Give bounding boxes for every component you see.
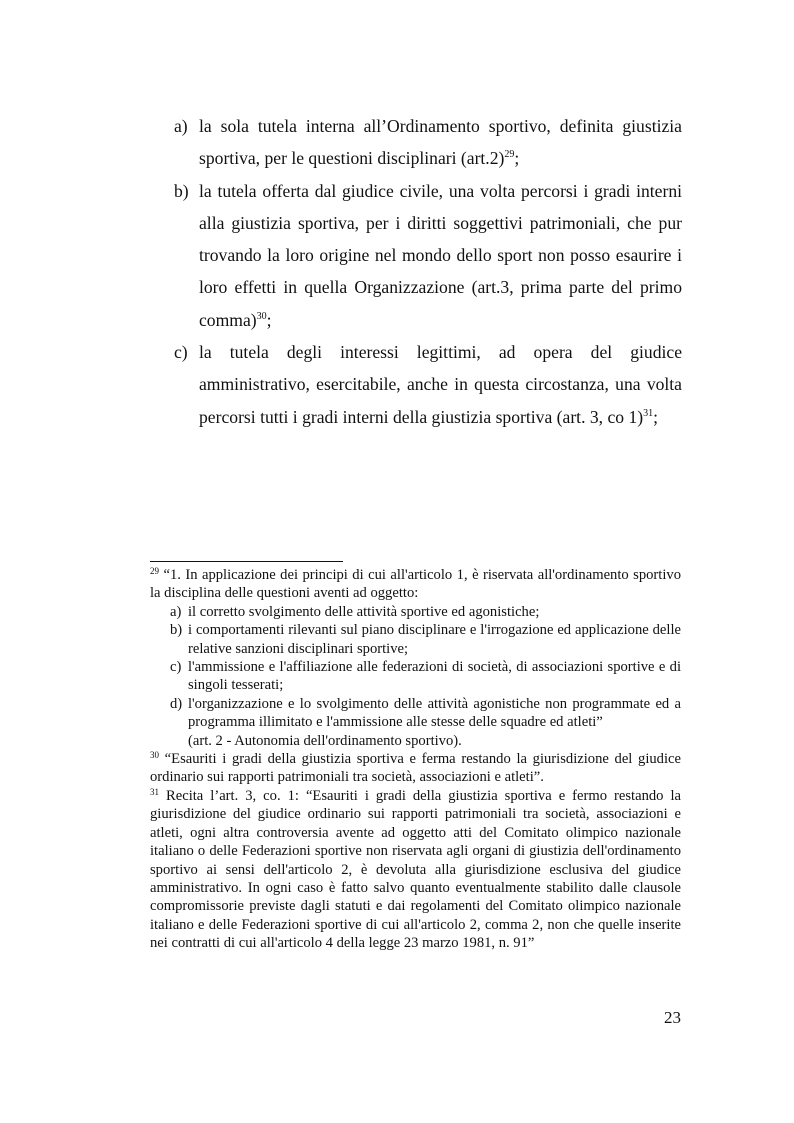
list-item-b xyxy=(174,175,682,336)
footnotes xyxy=(150,566,681,953)
list-marker: a) xyxy=(170,603,182,620)
list-marker: a) xyxy=(174,116,188,136)
footnote-text: “1. In applicazione dei principi di cui all'articolo 1, è riservata all'ordinamento sportivo la disciplina delle questioni aventi ad oggetto: xyxy=(150,567,681,602)
list-text: la tutela degli interessi legittimi, ad opera del giudice amministrativo, esercitabile, anche in questa circostanza, una volta percorsi tutti i gradi interni della giustizia sportiva (art. 3, co 1)$^{31}$; xyxy=(199,342,682,427)
footnote-ref[interactable]: 29 xyxy=(504,149,515,161)
footnote-number: 31 xyxy=(150,786,159,797)
footnote-31 xyxy=(150,787,681,953)
list-text: la tutela offerta dal giudice civile, una volta percorsi i gradi interni alla giustizia sportiva, per i diritti soggettivi patrimoniali, che pur trovando la loro origine nel mondo dello sport non posso esaurire i loro effetti in quella Organizzazione (art.3, prima parte del primo comma)$^{30}$; xyxy=(199,180,682,330)
list-item-c xyxy=(174,336,682,433)
footnote-29-tail: (art. 2 - Autonomia dell'ordinamento sportivo). xyxy=(188,732,462,749)
footnote-subitem-a xyxy=(150,603,681,621)
footnote-ref[interactable]: 31 xyxy=(643,407,654,419)
list-marker: b) xyxy=(170,622,183,639)
footnote-subitem-text: l'ammissione e l'affiliazione alle federazioni di società, di associazioni sportive e di singoli tesserati; xyxy=(188,659,681,694)
footnote-number: 30 xyxy=(150,750,159,761)
main-list xyxy=(174,110,682,433)
footnote-number: 29 xyxy=(150,566,159,576)
footnote-subitem-d xyxy=(150,695,681,732)
list-item-a xyxy=(174,110,682,175)
list-marker: b) xyxy=(174,180,189,201)
list-marker: c) xyxy=(170,659,182,676)
footnote-sublist xyxy=(150,603,681,732)
footnote-subitem-text: l'organizzazione e lo svolgimento delle attività agonistiche non programmate ed a programma illimitato e l'ammissione alle stesse delle squadre ed atleti” xyxy=(188,695,681,731)
footnote-ref[interactable]: 30 xyxy=(256,310,267,322)
footnote-separator xyxy=(150,561,343,562)
footnote-text: Recita l’art. 3, co. 1: “Esauriti i gradi della giustizia sportiva e fermo restando la giurisdizione del giudice ordinario sui rapporti patrimoniali tra società, associazioni e atleti, ogni altra controversia avente ad oggetto atti del Comitato olimpico nazionale italiano o delle Federazioni sportive non riservata agli organi di giustizia dell'ordinamento sportivo ai sensi dell'articolo 2, è devoluta alla giurisdizione esclusiva del giudice amministrativo. In ogni caso è fatto salvo quanto eventualmente stabilito dalle clausole compromissorie previste dagli statuti e dai regolamenti del Comitato olimpico nazionale italiano e delle Federazioni sportive di cui all'articolo 2, comma 2, non che quelle inserite nei contratti di cui all'articolo 4 della legge 23 marzo 1981, n. 91” xyxy=(150,787,681,952)
footnote-30 xyxy=(150,750,681,787)
footnote-subitem-text: il corretto svolgimento delle attività sportive ed agonistiche; xyxy=(188,603,540,620)
footnote-subitem-b xyxy=(150,621,681,658)
list-text: la sola tutela interna all’Ordinamento sportivo, definita giustizia sportiva, per le questioni disciplinari $(art.2)^{29}$; xyxy=(199,116,682,169)
footnote-text: “Esauriti i gradi della giustizia sportiva e ferma restando la giurisdizione del giudice ordinario sui rapporti patrimoniali tra società, associazioni e atleti”. xyxy=(150,751,681,786)
page-number: 23 xyxy=(664,1008,681,1027)
list-marker: c) xyxy=(174,342,188,363)
footnote-29 xyxy=(150,566,681,603)
footnote-subitem-text: i comportamenti rilevanti sul piano disciplinare e l'irrogazione ed applicazione delle relative sanzioni disciplinari sportive; xyxy=(188,622,681,657)
list-marker: d) xyxy=(170,695,183,712)
footnote-subitem-c xyxy=(150,658,681,695)
